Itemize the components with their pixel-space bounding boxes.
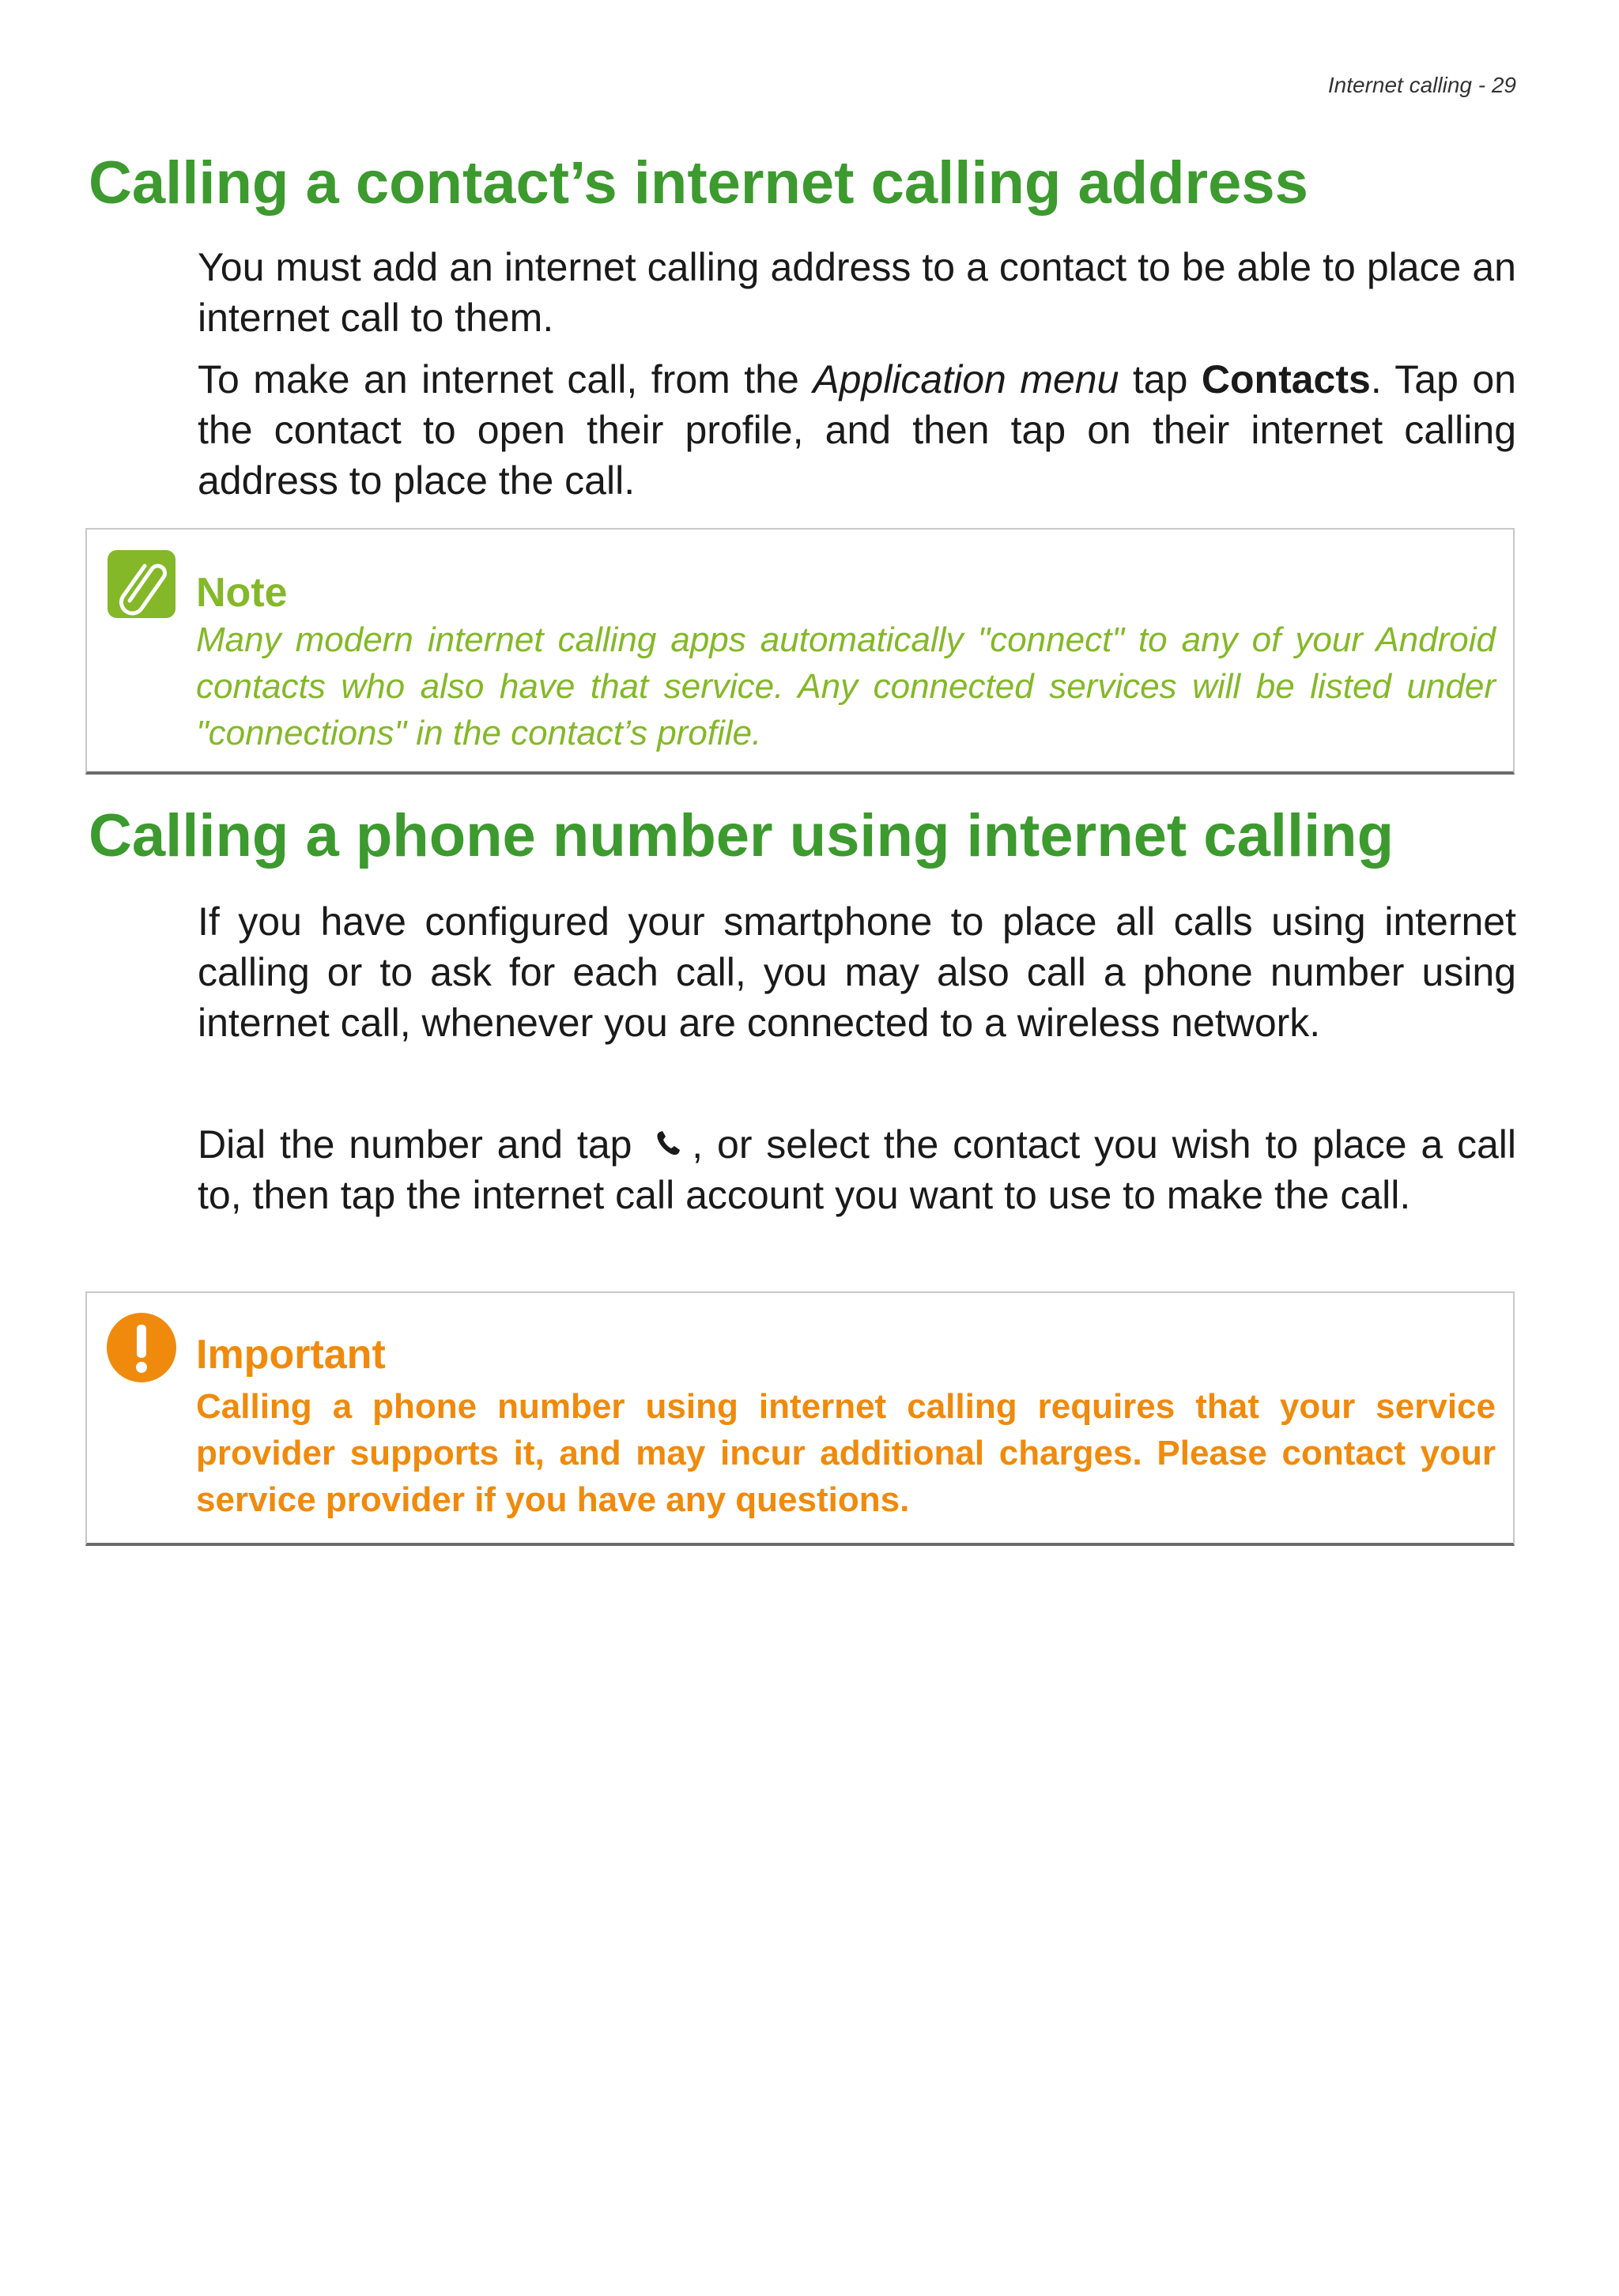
phone-icon xyxy=(649,1126,689,1161)
body-paragraph xyxy=(198,354,1516,506)
note-text: Many modern internet calling apps automatically "connect" to any of your Android contacts who also have that service. Any connected services will be listed under "connections" in the contact’s profile. xyxy=(196,620,1496,752)
body-paragraph: If you have configured your smartphone to place all calls using internet calling or to ask for each call, you may also call a phone number using internet call, whenever you are connected to a wireless network. xyxy=(198,899,1516,1045)
page-header: Internet calling - 29 xyxy=(1327,73,1516,97)
section-title-phone-number: Calling a phone number using internet calling xyxy=(89,802,1394,869)
text-run: Dial the number and tap xyxy=(198,1122,647,1167)
contacts-term: Contacts xyxy=(1201,357,1371,402)
paperclip-icon xyxy=(106,549,177,620)
text-run: . Tap on the contact to open their profile, and then tap on their internet calling address to place the call. xyxy=(198,357,1516,503)
exclamation-icon xyxy=(106,1312,177,1383)
important-heading: Important xyxy=(196,1332,386,1378)
note-heading: Note xyxy=(196,570,288,616)
text-run: To make an internet call, from the xyxy=(198,357,813,402)
body-paragraph: You must add an internet calling address to a contact to be able to place an internet call to them. xyxy=(198,245,1516,340)
body-paragraph xyxy=(198,1119,1516,1220)
section-title-contact-address: Calling a contact’s internet calling address xyxy=(89,149,1308,217)
note-callout xyxy=(85,528,1515,775)
text-run: , or select the contact you wish to place a call to, then tap the internet call account you want to use to make the call. xyxy=(198,1122,1517,1217)
application-menu-term: Application menu xyxy=(813,357,1119,402)
text-run: tap xyxy=(1119,357,1202,402)
important-text: Calling a phone number using internet calling requires that your service provider supports it, and may incur additional charges. Please contact your service provider if you have any questions. xyxy=(196,1387,1496,1519)
important-callout xyxy=(85,1291,1515,1546)
